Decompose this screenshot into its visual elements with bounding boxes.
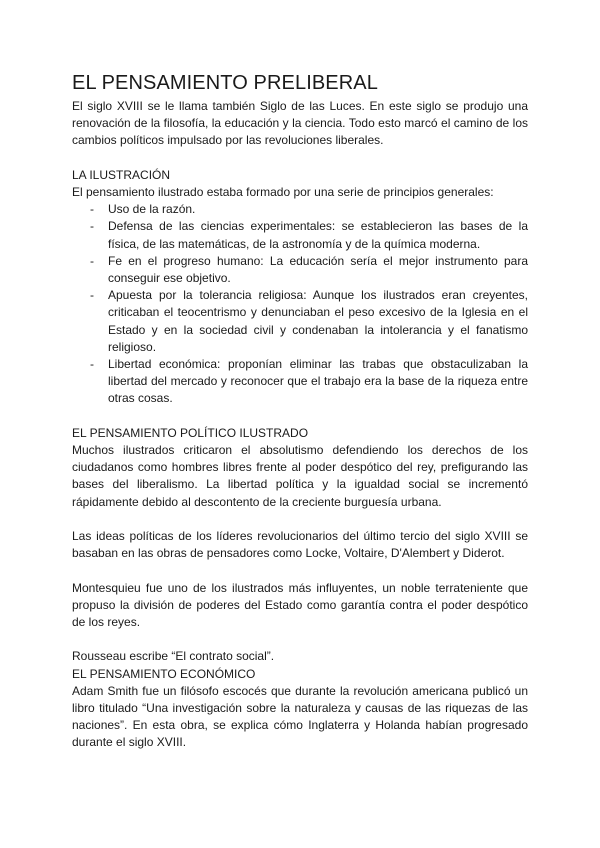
politico-paragraph-1: Muchos ilustrados criticaron el absolutismo defendiendo los derechos de los ciudadanos como hombres libres frente al poder despótico del rey, prefigurando las bases del liberalismo. La libertad política y la igualdad social se incrementó rápidamente debido al descontento de la creciente burguesía urbana. bbox=[72, 443, 528, 509]
list-item bbox=[72, 201, 528, 218]
spacer bbox=[72, 631, 528, 648]
section-heading-politico: EL PENSAMIENTO POLÍTICO ILUSTRADO bbox=[72, 425, 309, 440]
list-item-text: Fe en el progreso humano: La educación sería el mejor instrumento para conseguir ese objetivo. bbox=[108, 253, 528, 286]
intro-paragraph: El siglo XVIII se le llama también Siglo de las Luces. En este siglo se produjo una renovación de la filosofía, la educación y la ciencia. Todo esto marcó el camino de los cambios políticos impulsado por las revoluciones liberales. bbox=[72, 99, 528, 148]
spacer bbox=[72, 408, 528, 425]
politico-paragraph-2: Las ideas políticas de los líderes revolucionarios del último tercio del siglo XVIII se basaban en las obras de pensadores como Locke, Voltaire, D'Alembert y Diderot. bbox=[72, 529, 528, 561]
section-heading-ilustracion: LA ILUSTRACIÓN bbox=[72, 167, 171, 182]
list-item-text: Uso de la razón. bbox=[108, 202, 196, 217]
list-item-text: Apuesta por la tolerancia religiosa: Aunque los ilustrados eran creyentes, criticaban el teocentrismo y denunciaban el peso excesivo de la Iglesia en el Estado y en la sociedad civil y condenaban la intolerancia y el fanatismo religioso. bbox=[108, 288, 528, 354]
spacer bbox=[72, 562, 528, 579]
list-item-text: Libertad económica: proponían eliminar las trabas que obstaculizaban la libertad del mercado y reconocer que el trabajo era la base de la riqueza entre otras cosas. bbox=[108, 357, 528, 406]
bullet-dash: - bbox=[90, 288, 94, 303]
list-item bbox=[72, 287, 528, 356]
bullet-dash: - bbox=[90, 357, 94, 372]
document-page bbox=[72, 70, 528, 752]
principles-list bbox=[72, 201, 528, 407]
spacer bbox=[72, 150, 528, 167]
bullet-dash: - bbox=[90, 253, 94, 268]
section-heading-economico: EL PENSAMIENTO ECONÓMICO bbox=[72, 666, 256, 681]
politico-paragraph-3: Montesquieu fue uno de los ilustrados más influyentes, un noble terrateniente que propuso la división de poderes del Estado como garantía contra el poder despótico de los reyes. bbox=[72, 580, 528, 630]
bullet-dash: - bbox=[90, 202, 94, 217]
politico-paragraph-4: Rousseau escribe “El contrato social”. bbox=[72, 649, 275, 664]
bullet-dash: - bbox=[90, 219, 94, 234]
economico-paragraph-1: Adam Smith fue un filósofo escocés que durante la revolución americana publicó un libro titulado “Una investigación sobre la naturaleza y causas de las riquezas de las naciones”. En esta obra, se explica cómo Inglaterra y Holanda habían progresado durante el siglo XVIII. bbox=[72, 683, 528, 750]
spacer bbox=[72, 511, 528, 528]
list-item bbox=[72, 356, 528, 408]
document-title: EL PENSAMIENTO PRELIBERAL bbox=[72, 72, 378, 94]
ilustracion-lead: El pensamiento ilustrado estaba formado por una serie de principios generales: bbox=[72, 185, 494, 199]
list-item-text: Defensa de las ciencias experimentales: se establecieron las bases de la física, de las matemáticas, de la astronomía y de la química moderna. bbox=[108, 219, 528, 251]
list-item bbox=[72, 253, 528, 287]
list-item bbox=[72, 218, 528, 252]
